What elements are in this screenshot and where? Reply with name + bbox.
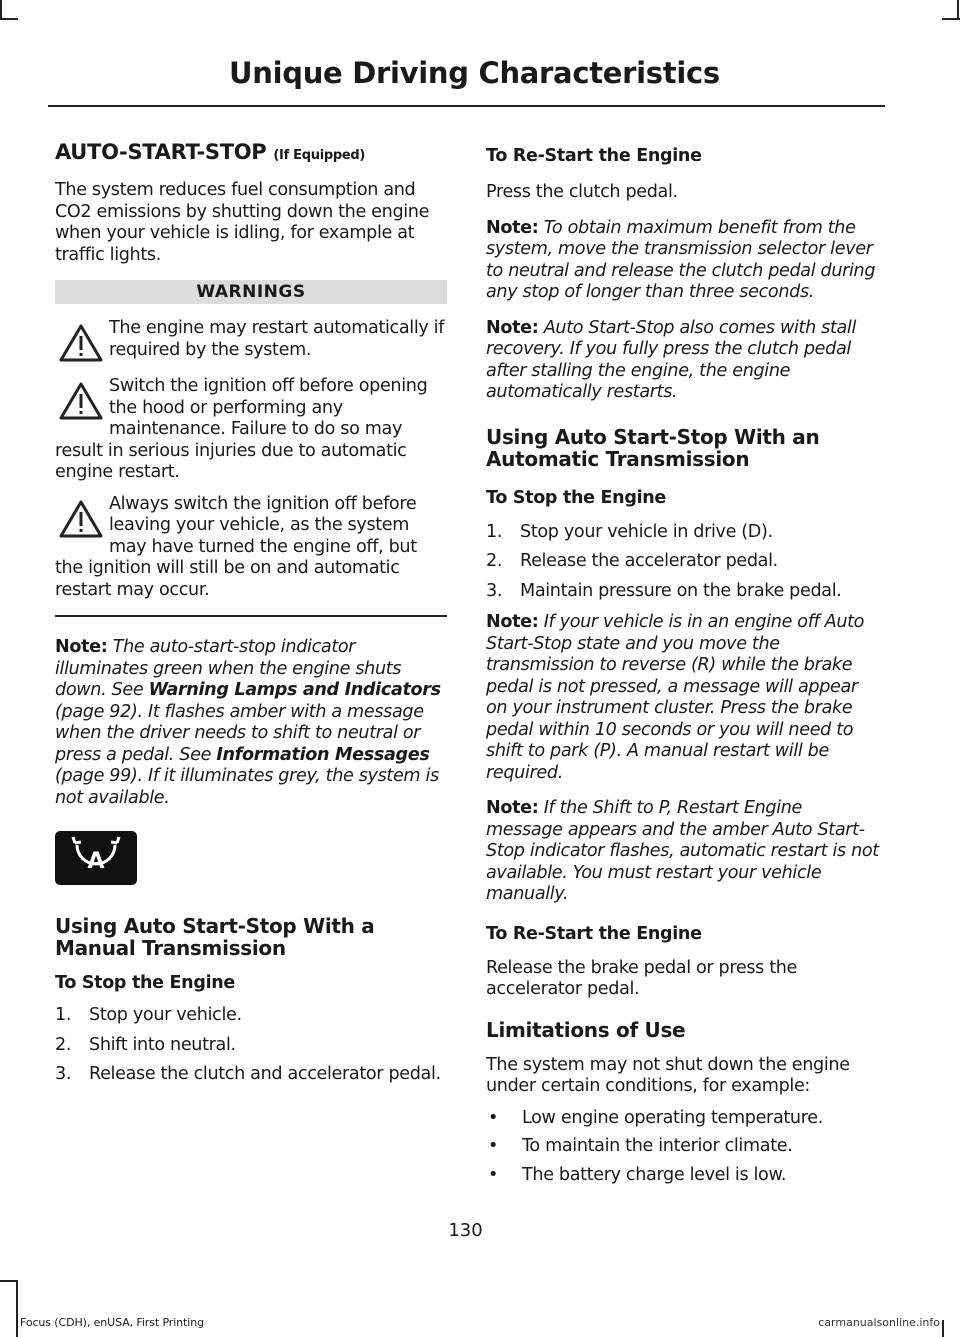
left-column (55, 130, 447, 1094)
edition-footer: Focus (CDH), enUSA, First Printing (20, 1316, 204, 1329)
note-text: If your vehicle is in an engine off Auto Start-Stop state and you move the transmission to reverse (R) while the brake pedal is not pressed, a message will appear on your instrument cluster. Press the brake pedal within 10 seconds or you will need to shift to park (P). A manual restart will be required. (486, 612, 865, 783)
crop-mark (942, 1320, 944, 1337)
bullet: • (488, 1136, 499, 1156)
note-text: (page 92). It flashes amber with a message when the driver needs to shift to neutral or press a pedal. See (55, 701, 424, 765)
note-text: The auto-start-stop indicator illuminates green when the engine shuts down. See (55, 637, 402, 700)
step-number: 1. (486, 521, 503, 542)
page-reference-link[interactable]: Warning Lamps and Indicators (148, 680, 441, 700)
crop-mark (0, 0, 2, 18)
warnings-header: WARNINGS (55, 280, 447, 304)
warning-text: Switch the ignition off before opening the hood or performing any maintenance. Failure to do so may result in serious injuries due to automatic engine restart. (55, 376, 428, 482)
svg-text:A: A (87, 849, 105, 874)
step-text: Stop your vehicle. (89, 1005, 242, 1025)
stop-engine-heading: To Stop the Engine (486, 487, 666, 508)
bullet-text: Low engine operating temperature. (522, 1107, 823, 1128)
page-number: 130 (448, 1220, 483, 1241)
list-item (486, 1136, 880, 1158)
crop-mark (16, 1282, 18, 1337)
step-text: Release the clutch and accelerator pedal. (89, 1064, 441, 1084)
auto-start-stop-symbol-icon (55, 831, 137, 885)
note-shift-to-p (486, 798, 880, 906)
restart-engine-heading: To Re-Start the Engine (486, 146, 702, 166)
page-reference-link[interactable]: Information Messages (216, 744, 430, 765)
list-item (486, 581, 880, 603)
warnings-divider (55, 615, 447, 617)
step-number: 2. (55, 1034, 72, 1055)
note-reverse (486, 612, 880, 784)
note-text: If the Shift to P, Restart Engine message appears and the amber Auto Start-Stop indicator flashes, automatic restart is not available. You must restart your vehicle manually. (486, 798, 879, 904)
note-benefit (486, 218, 880, 304)
warning-text: The engine may restart automatically if required by the system. (109, 318, 445, 360)
warning-triangle-icon (55, 494, 107, 542)
step-text: Maintain pressure on the brake pedal. (520, 580, 842, 601)
crop-mark (0, 18, 18, 20)
note-label: Note: (486, 317, 539, 338)
note-text: Auto Start-Stop also comes with stall recovery. If you fully press the clutch pedal after stalling the engine, the engine automatically restarts. (486, 317, 857, 402)
list-item (55, 1005, 447, 1027)
list-item (55, 1035, 447, 1057)
note-label: Note: (55, 637, 108, 657)
limitations-heading: Limitations of Use (486, 1017, 686, 1042)
note-stall-recovery (486, 318, 880, 404)
step-number: 3. (55, 1064, 72, 1084)
limitations-intro: The system may not shut down the engine under certain conditions, for example: (486, 1054, 850, 1096)
bullet: • (488, 1164, 499, 1185)
bullet-text: The battery charge level is low. (522, 1164, 787, 1185)
note-text: (page 99). If it illuminates grey, the system is not available. (55, 766, 439, 808)
page-header-title: Unique Driving Characteristics (229, 56, 720, 90)
step-number: 3. (486, 580, 503, 601)
note-label: Note: (486, 612, 539, 632)
step-number: 1. (55, 1005, 72, 1025)
note-label: Note: (486, 798, 539, 818)
header-divider (48, 105, 885, 107)
list-item (486, 1108, 880, 1130)
manual-transmission-heading: Using Auto Start-Stop With a Manual Transmission (55, 914, 375, 960)
restart-text: Release the brake pedal or press the accelerator pedal. (486, 957, 798, 999)
list-item (486, 522, 880, 544)
bullet: • (488, 1107, 499, 1128)
warning-text: Always switch the ignition off before leaving your vehicle, as the system may have turned the engine off, but the ignition will still be on and automatic restart may occur. (55, 493, 417, 600)
step-number: 2. (486, 551, 503, 571)
right-column (486, 146, 880, 1193)
stop-engine-heading: To Stop the Engine (55, 973, 235, 993)
note-text: To obtain maximum benefit from the system, move the transmission selector lever to neutral and release the clutch pedal during any stop of longer than three seconds. (486, 217, 876, 302)
step-text: Release the accelerator pedal. (520, 551, 778, 571)
section-title-suffix: (If Equipped) (273, 148, 366, 163)
step-text: Shift into neutral. (89, 1034, 236, 1055)
bullet-text: To maintain the interior climate. (522, 1136, 793, 1156)
list-item (486, 1165, 880, 1187)
watermark: carmanualsonline.info (818, 1316, 940, 1329)
section-title-text: AUTO-START-STOP (55, 140, 267, 164)
step-text: Stop your vehicle in drive (D). (520, 521, 773, 542)
auto-start-stop-icon (55, 831, 137, 885)
crop-mark (957, 0, 959, 18)
note-indicator (55, 637, 447, 809)
warning-triangle-icon (55, 318, 107, 366)
note-label: Note: (486, 217, 539, 238)
intro-paragraph: The system reduces fuel consumption and CO2 emissions by shutting down the engine when your vehicle is idling, for example at traffic lights. (55, 180, 430, 265)
automatic-transmission-heading: Using Auto Start-Stop With an Automatic Transmission (486, 424, 820, 471)
list-item (55, 1064, 447, 1086)
list-item (486, 551, 880, 573)
warning-item (55, 376, 447, 484)
warning-item (55, 494, 447, 602)
warning-item (55, 318, 447, 366)
section-title (55, 140, 447, 164)
restart-text: Press the clutch pedal. (486, 182, 678, 202)
restart-engine-heading: To Re-Start the Engine (486, 923, 702, 944)
warning-triangle-icon (55, 376, 107, 424)
crop-mark (942, 18, 960, 20)
